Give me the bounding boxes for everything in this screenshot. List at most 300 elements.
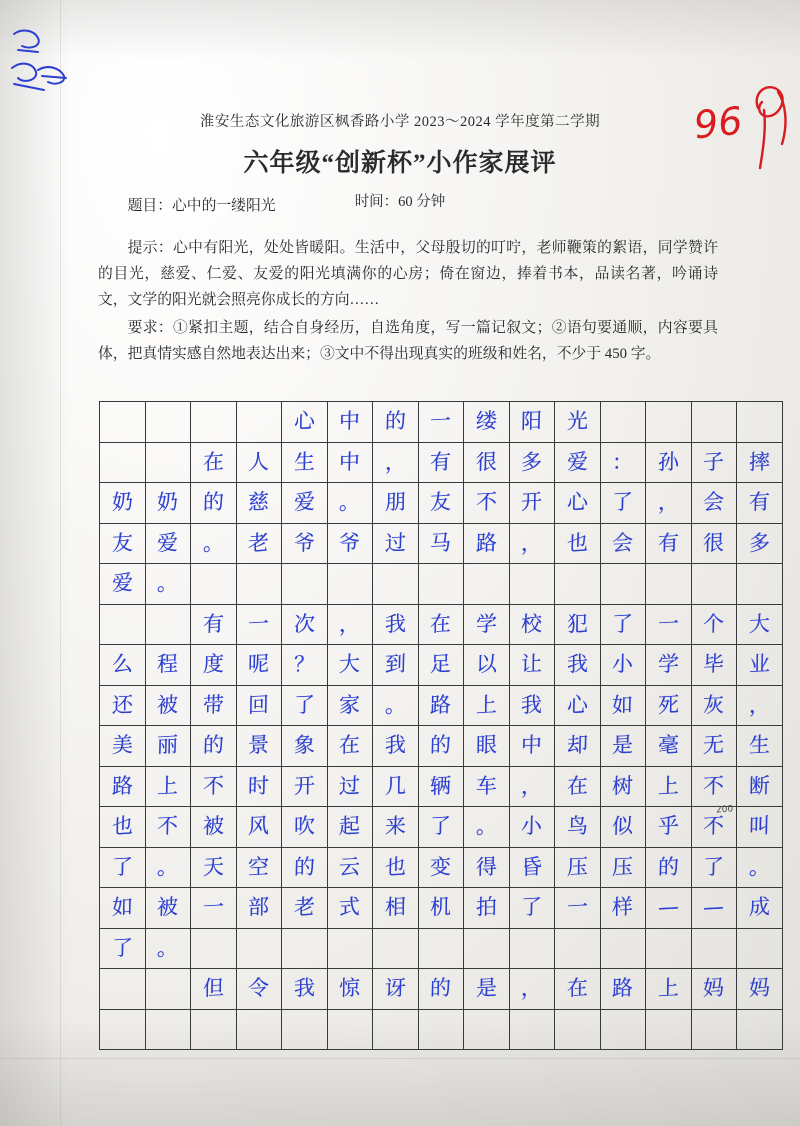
grid-cell (600, 685, 646, 726)
grid-cell (191, 766, 237, 807)
grid-cell (464, 645, 510, 686)
grid-cell (555, 402, 601, 443)
grid-cell (464, 726, 510, 767)
grid-cell (282, 807, 328, 848)
handwritten-character: 的 (657, 854, 679, 880)
grid-cell (373, 1009, 419, 1050)
handwritten-character: 的 (430, 732, 452, 758)
handwritten-character: 的 (202, 489, 224, 515)
handwritten-character: 眼 (475, 732, 497, 758)
handwritten-character: 是 (475, 975, 497, 1001)
handwritten-character: 。 (157, 935, 179, 961)
handwritten-character: 辆 (430, 773, 452, 799)
essay-grid-table (99, 401, 783, 1050)
handwritten-character: 有 (748, 489, 770, 515)
handwritten-character: 样 (612, 894, 634, 920)
grid-cell (737, 847, 783, 888)
grid-cell (236, 726, 282, 767)
handwritten-character: 了 (521, 894, 543, 920)
handwritten-character: 爱 (566, 449, 588, 475)
grid-cell (373, 564, 419, 605)
handwritten-character: 无 (703, 732, 725, 758)
grid-cell (327, 564, 373, 605)
grid-cell (145, 685, 191, 726)
handwritten-character: 吹 (293, 813, 315, 839)
grid-cell (418, 928, 464, 969)
grid-cell (373, 928, 419, 969)
grid-cell (464, 604, 510, 645)
handwritten-character: 丽 (157, 732, 179, 758)
grid-cell (509, 483, 555, 524)
handwritten-character: 不 (475, 489, 497, 515)
handwritten-character: 老 (293, 894, 315, 920)
grid-cell (100, 564, 146, 605)
handwritten-character: 让 (521, 651, 543, 677)
grid-row (100, 928, 783, 969)
requirements-paragraph: 要求：①紧扣主题，结合自身经历，自选角度，写一篇记叙文；②语句要通顺，内容要具体，把真情实感自然地表达出来；③文中不得出现真实的班级和姓名，不少于 450 字。 (98, 320, 718, 362)
grid-row (100, 847, 783, 888)
grid-cell (191, 564, 237, 605)
handwritten-character: 校 (521, 611, 543, 637)
grid-cell (145, 645, 191, 686)
pencil-note: 200 (715, 804, 734, 816)
grid-cell (191, 888, 237, 929)
handwritten-character: 。 (384, 692, 406, 718)
grid-row (100, 645, 783, 686)
grid-cell (691, 564, 737, 605)
grid-cell (236, 442, 282, 483)
handwritten-character: 路 (111, 773, 133, 799)
handwritten-character: ， (521, 773, 543, 799)
grid-cell (646, 888, 692, 929)
grid-cell (191, 604, 237, 645)
grid-cell (464, 807, 510, 848)
handwritten-character: 。 (157, 854, 179, 880)
handwritten-character: 拍 (475, 894, 497, 920)
handwritten-character: 上 (657, 975, 679, 1001)
handwritten-character: 路 (612, 975, 634, 1001)
handwritten-character: 妈 (748, 975, 770, 1001)
grid-cell (600, 604, 646, 645)
handwritten-character: 过 (384, 530, 406, 556)
grid-cell (555, 928, 601, 969)
grid-cell (509, 766, 555, 807)
grid-cell (509, 888, 555, 929)
grid-cell (282, 766, 328, 807)
grid-cell (236, 888, 282, 929)
grid-cell (646, 442, 692, 483)
grid-cell (600, 928, 646, 969)
grid-cell (236, 645, 282, 686)
grid-cell (100, 483, 146, 524)
grid-cell (418, 442, 464, 483)
handwritten-character: 爷 (339, 530, 361, 556)
grid-row (100, 807, 783, 848)
handwritten-character: 人 (248, 449, 270, 475)
handwritten-character: 时 (248, 773, 270, 799)
handwritten-character: 孙 (657, 449, 679, 475)
grid-cell (145, 442, 191, 483)
grid-cell (418, 604, 464, 645)
handwritten-character: 慈 (248, 489, 270, 515)
grid-cell (646, 645, 692, 686)
grid-cell (691, 483, 737, 524)
grid-cell (418, 523, 464, 564)
grid-cell (373, 604, 419, 645)
grid-cell (555, 726, 601, 767)
grid-cell (373, 766, 419, 807)
handwritten-character: 中 (339, 408, 361, 434)
grid-cell (100, 928, 146, 969)
grid-cell (236, 402, 282, 443)
grid-cell (737, 483, 783, 524)
grid-cell (646, 604, 692, 645)
handwritten-character: 心 (566, 692, 588, 718)
grid-cell (555, 645, 601, 686)
grid-cell (100, 604, 146, 645)
handwritten-character: 起 (339, 813, 361, 839)
grid-cell (145, 402, 191, 443)
handwritten-character: — (657, 894, 679, 920)
handwritten-character: 很 (703, 530, 725, 556)
grid-cell (282, 442, 328, 483)
grid-cell (737, 888, 783, 929)
handwritten-character: 压 (612, 854, 634, 880)
grid-cell (509, 645, 555, 686)
handwritten-character: 生 (748, 732, 770, 758)
grid-cell (646, 726, 692, 767)
grid-cell (418, 645, 464, 686)
handwritten-character: 风 (248, 813, 270, 839)
handwritten-character: 阳 (521, 408, 543, 434)
grid-cell (145, 1009, 191, 1050)
handwritten-character: ， (384, 449, 406, 475)
grid-cell (646, 685, 692, 726)
handwritten-character: 光 (566, 408, 588, 434)
handwritten-character: 大 (748, 611, 770, 637)
handwritten-character: 程 (157, 651, 179, 677)
handwritten-character: 路 (430, 692, 452, 718)
handwritten-character: 学 (657, 651, 679, 677)
grid-cell (646, 928, 692, 969)
grid-row (100, 1009, 783, 1050)
grid-cell (373, 807, 419, 848)
grid-row (100, 564, 783, 605)
grid-cell (327, 483, 373, 524)
handwritten-character: 过 (339, 773, 361, 799)
grid-cell (646, 766, 692, 807)
handwritten-character: 在 (430, 611, 452, 637)
handwritten-character: 业 (748, 651, 770, 677)
handwritten-character: 有 (657, 530, 679, 556)
grid-cell (737, 766, 783, 807)
grid-cell (327, 442, 373, 483)
grid-cell (555, 847, 601, 888)
handwritten-character: 来 (384, 813, 406, 839)
grid-cell (145, 847, 191, 888)
grid-cell (737, 564, 783, 605)
handwritten-character: 开 (293, 773, 315, 799)
page-title: 六年级“创新杯”小作家展评 (243, 150, 557, 177)
grid-cell (464, 969, 510, 1010)
handwritten-character: 成 (748, 894, 770, 920)
handwritten-character: 在 (202, 449, 224, 475)
grid-cell (555, 1009, 601, 1050)
hint-paragraph: 提示：心中有阳光，处处皆暖阳。生活中，父母殷切的叮咛，老师鞭策的絮语，同学赞许的目光，慈爱、仁爱、友爱的阳光填满你的心房；倚在窗边，捧着书本，品读名著，吟诵诗文，文学的阳光就会照亮你成长的方向…… (98, 240, 718, 308)
grid-cell (737, 1009, 783, 1050)
grid-cell (373, 402, 419, 443)
grid-cell (464, 888, 510, 929)
handwritten-character: 。 (202, 530, 224, 556)
handwritten-character: 爱 (111, 570, 133, 596)
handwritten-character: 也 (111, 813, 133, 839)
handwritten-character: 友 (430, 489, 452, 515)
handwritten-character: 多 (748, 530, 770, 556)
grid-cell (145, 766, 191, 807)
grid-cell (646, 402, 692, 443)
grid-cell (646, 969, 692, 1010)
handwritten-character: 度 (202, 651, 224, 677)
handwritten-character: 带 (202, 692, 224, 718)
handwritten-character: 被 (202, 813, 224, 839)
grid-cell (327, 726, 373, 767)
grid-cell (282, 564, 328, 605)
handwritten-character: 死 (657, 692, 679, 718)
grid-cell (236, 564, 282, 605)
grid-cell (327, 1009, 373, 1050)
grid-cell (691, 402, 737, 443)
grid-cell (282, 645, 328, 686)
grid-cell (191, 442, 237, 483)
grid-cell (373, 847, 419, 888)
grid-cell (691, 969, 737, 1010)
grid-cell (236, 483, 282, 524)
handwritten-character: 上 (157, 773, 179, 799)
handwritten-character: 机 (430, 894, 452, 920)
grid-cell (327, 685, 373, 726)
grid-cell (464, 523, 510, 564)
handwritten-character: 家 (339, 692, 361, 718)
handwritten-character: 相 (384, 894, 406, 920)
handwritten-character: 车 (475, 773, 497, 799)
grid-row (100, 969, 783, 1010)
grid-cell (373, 685, 419, 726)
handwritten-character: 毫 (657, 732, 679, 758)
grid-cell (418, 847, 464, 888)
handwritten-character: 不 (202, 773, 224, 799)
grid-cell (100, 807, 146, 848)
grid-cell (236, 685, 282, 726)
grid-row (100, 604, 783, 645)
handwritten-character: 了 (293, 692, 315, 718)
grid-cell (646, 523, 692, 564)
handwritten-character: 是 (612, 732, 634, 758)
handwritten-character: 了 (703, 854, 725, 880)
grid-cell (509, 402, 555, 443)
handwritten-character: 个 (703, 611, 725, 637)
grid-cell (100, 1009, 146, 1050)
handwritten-character: 上 (657, 773, 679, 799)
grid-cell (600, 483, 646, 524)
grid-cell (100, 969, 146, 1010)
handwritten-character: 我 (384, 732, 406, 758)
grid-cell (600, 766, 646, 807)
grid-cell (509, 807, 555, 848)
handwritten-character: 景 (248, 732, 270, 758)
grid-cell (737, 523, 783, 564)
grid-cell (236, 604, 282, 645)
handwritten-character: 朋 (384, 489, 406, 515)
grid-cell (327, 807, 373, 848)
handwritten-character: 马 (430, 530, 452, 556)
grid-cell (464, 442, 510, 483)
handwritten-character: ： (612, 449, 634, 475)
grid-cell (464, 1009, 510, 1050)
handwritten-character: 。 (475, 813, 497, 839)
grid-cell (737, 807, 783, 848)
handwritten-character: 学 (475, 611, 497, 637)
grid-cell (737, 402, 783, 443)
handwritten-character: 美 (111, 732, 133, 758)
grid-cell (145, 807, 191, 848)
handwritten-character: 了 (612, 611, 634, 637)
handwritten-character: 昏 (521, 854, 543, 880)
handwritten-character: 会 (612, 530, 634, 556)
handwritten-character: 心 (293, 408, 315, 434)
handwritten-character: 不 (703, 773, 725, 799)
handwritten-character: 我 (384, 611, 406, 637)
grid-cell (691, 645, 737, 686)
handwritten-character: 次 (293, 611, 315, 637)
handwritten-character: 奶 (157, 489, 179, 515)
handwritten-character: 小 (521, 813, 543, 839)
grid-cell (600, 645, 646, 686)
grid-cell (282, 523, 328, 564)
grid-cell (191, 969, 237, 1010)
grid-cell (282, 402, 328, 443)
grid-cell (464, 766, 510, 807)
handwritten-character: 缕 (475, 408, 497, 434)
grid-cell (509, 523, 555, 564)
handwritten-character: 几 (384, 773, 406, 799)
grid-cell (418, 888, 464, 929)
handwritten-character: 式 (339, 894, 361, 920)
handwritten-character: 变 (430, 854, 452, 880)
handwritten-character: 到 (384, 651, 406, 677)
grid-cell (600, 523, 646, 564)
grid-row (100, 442, 783, 483)
grid-cell (509, 685, 555, 726)
grid-cell (236, 969, 282, 1010)
handwritten-character: ， (657, 489, 679, 515)
grid-cell (145, 483, 191, 524)
grid-cell (327, 928, 373, 969)
grid-cell (555, 969, 601, 1010)
grid-cell (646, 564, 692, 605)
handwritten-character: 讶 (384, 975, 406, 1001)
handwritten-character: 路 (475, 530, 497, 556)
grid-cell (418, 807, 464, 848)
handwritten-character: ？ (293, 651, 315, 677)
grid-cell (600, 888, 646, 929)
grid-cell (282, 604, 328, 645)
grid-cell (555, 766, 601, 807)
grid-cell (282, 969, 328, 1010)
handwritten-character: 上 (475, 692, 497, 718)
grid-cell (100, 766, 146, 807)
grid-cell (646, 1009, 692, 1050)
grid-cell (373, 969, 419, 1010)
grid-cell (100, 402, 146, 443)
grid-cell (191, 685, 237, 726)
grid-cell (600, 442, 646, 483)
grid-cell (373, 523, 419, 564)
grid-cell (100, 847, 146, 888)
handwritten-character: 有 (430, 449, 452, 475)
grid-cell (373, 888, 419, 929)
grid-cell (418, 402, 464, 443)
grid-cell (145, 564, 191, 605)
grid-cell (282, 685, 328, 726)
grid-cell (191, 1009, 237, 1050)
grid-cell (191, 726, 237, 767)
grid-cell (418, 685, 464, 726)
grid-row (100, 483, 783, 524)
grid-cell (327, 604, 373, 645)
grid-cell (509, 928, 555, 969)
grid-row (100, 402, 783, 443)
handwritten-character: 云 (339, 854, 361, 880)
grid-cell (691, 888, 737, 929)
handwritten-character: 鸟 (566, 813, 588, 839)
grid-cell (282, 483, 328, 524)
handwritten-character: ， (521, 975, 543, 1001)
handwritten-character: 如 (111, 894, 133, 920)
grid-cell (191, 523, 237, 564)
grid-cell (145, 604, 191, 645)
grid-cell (236, 766, 282, 807)
grid-cell (555, 523, 601, 564)
handwritten-character: — (703, 894, 725, 920)
grid-cell (145, 969, 191, 1010)
handwritten-character: 在 (566, 773, 588, 799)
grid-row (100, 685, 783, 726)
grid-cell (373, 483, 419, 524)
handwritten-character: 爷 (293, 530, 315, 556)
grid-cell (464, 928, 510, 969)
grid-cell (464, 402, 510, 443)
grid-cell (691, 807, 737, 848)
handwritten-character: 象 (293, 732, 315, 758)
handwritten-character: 乎 (657, 813, 679, 839)
handwritten-character: 也 (384, 854, 406, 880)
composition-grid (99, 401, 770, 1033)
handwritten-character: 似 (612, 813, 634, 839)
school-line: 淮安生态文化旅游区枫香路小学 2023～2024 学年度第二学期 (199, 114, 601, 130)
grid-cell (327, 402, 373, 443)
grid-cell (555, 888, 601, 929)
grid-cell (236, 928, 282, 969)
handwritten-character: 得 (475, 854, 497, 880)
handwritten-character: 的 (293, 854, 315, 880)
grid-cell (373, 726, 419, 767)
handwritten-character: 不 (703, 813, 725, 839)
grid-cell (737, 685, 783, 726)
grid-cell (464, 483, 510, 524)
handwritten-character: 么 (111, 651, 133, 677)
handwritten-character: 生 (293, 449, 315, 475)
grid-cell (600, 564, 646, 605)
